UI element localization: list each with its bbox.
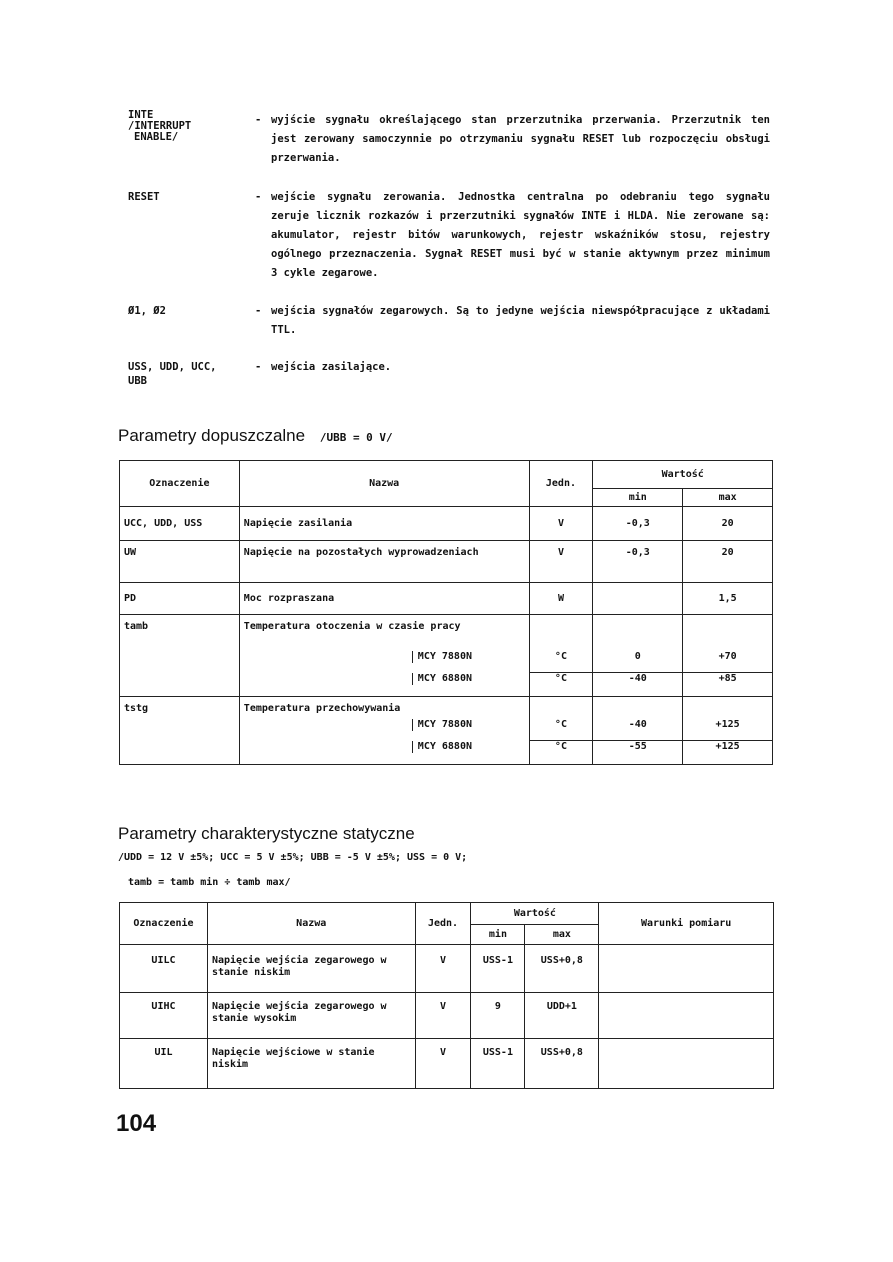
signal-name-clock: Ø1, Ø2: [128, 305, 166, 317]
signal-desc-clock: - wejścia sygnałów zegarowych. Są to jedyne wejścia niewspółpracujące z układami TTL.: [255, 305, 770, 336]
table-row: UIHC Napięcie wejścia zegarowego w stanie wysokim V 9 UDD+1: [120, 993, 774, 1039]
signal-desc-power: - wejścia zasilające.: [255, 361, 392, 373]
col-header-min: min: [593, 489, 683, 507]
table-row: MCY 6880N °C -55 +125: [120, 741, 773, 765]
table-row: UILC Napięcie wejścia zegarowego w stanie niskim V USS-1 USS+0,8: [120, 945, 774, 993]
col-header-max: max: [683, 489, 773, 507]
table-row: MCY 6880N °C -40 +85: [120, 673, 773, 697]
table-row: tamb Temperatura otoczenia w czasie pracy: [120, 615, 773, 651]
col-header-unit: Jedn.: [529, 461, 593, 507]
table-row: MCY 7880N °C 0 +70: [120, 651, 773, 673]
table-row: UCC, UDD, USS Napięcie zasilania V -0,3 20: [120, 507, 773, 541]
table-row: UW Napięcie na pozostałych wyprowadzeniach V -0,3 20: [120, 541, 773, 583]
table-row: UIL Napięcie wejściowe w stanie niskim V USS-1 USS+0,8: [120, 1039, 774, 1089]
col-header-designation: Oznaczenie: [120, 903, 208, 945]
section-title-permissible: Parametry dopuszczalne /UBB = 0 V/: [118, 426, 393, 445]
col-header-value: Wartość: [471, 903, 599, 925]
col-header-name: Nazwa: [239, 461, 529, 507]
signal-desc-inte: - wyjście sygnału określającego stan przerzutnika przerwania. Przerzutnik ten jest zerowany samoczynnie po otrzymaniu sygnału RESET lub rozpoczęciu obsługi przerwania.: [255, 114, 770, 164]
page-number: 104: [116, 1110, 157, 1137]
signal-name-reset: RESET: [128, 191, 160, 203]
static-conditions-temperature: tamb = tamb min ÷ tamb max/: [128, 877, 291, 888]
signal-name-power: USS, UDD, UCC, UBB: [128, 361, 217, 387]
table-row: MCY 7880N °C -40 +125: [120, 719, 773, 741]
col-header-conditions: Warunki pomiaru: [599, 903, 774, 945]
col-header-max: max: [525, 925, 599, 945]
col-header-name: Nazwa: [207, 903, 415, 945]
col-header-value: Wartość: [593, 461, 773, 489]
col-header-min: min: [471, 925, 525, 945]
permissible-parameters-table: [119, 460, 773, 765]
table-row: tstg Temperatura przechowywania: [120, 697, 773, 719]
col-header-unit: Jedn.: [415, 903, 471, 945]
signal-desc-reset: - wejście sygnału zerowania. Jednostka centralna po odebraniu tego sygnału zeruje licznik rozkazów i przerzutniki sygnałów INTE i HLDA. Nie zerowane są: akumulator, rejestr bitów warunkowych, rejestr wskaźników stosu, rejestry ogólnego przeznaczenia. Sygnał RESET musi być w stanie aktywnym przez minimum 3 cykle zegarowe.: [255, 191, 770, 279]
signal-name-inte: INTE /INTERRUPT ENABLE/: [128, 109, 192, 143]
section-title-static: Parametry charakterystyczne statyczne: [118, 824, 415, 843]
static-parameters-table: [119, 902, 774, 1089]
static-conditions-supply: /UDD = 12 V ±5%; UCC = 5 V ±5%; UBB = -5 V ±5%; USS = 0 V;: [118, 852, 468, 863]
col-header-designation: Oznaczenie: [120, 461, 240, 507]
table-row: PD Moc rozpraszana W 1,5: [120, 583, 773, 615]
